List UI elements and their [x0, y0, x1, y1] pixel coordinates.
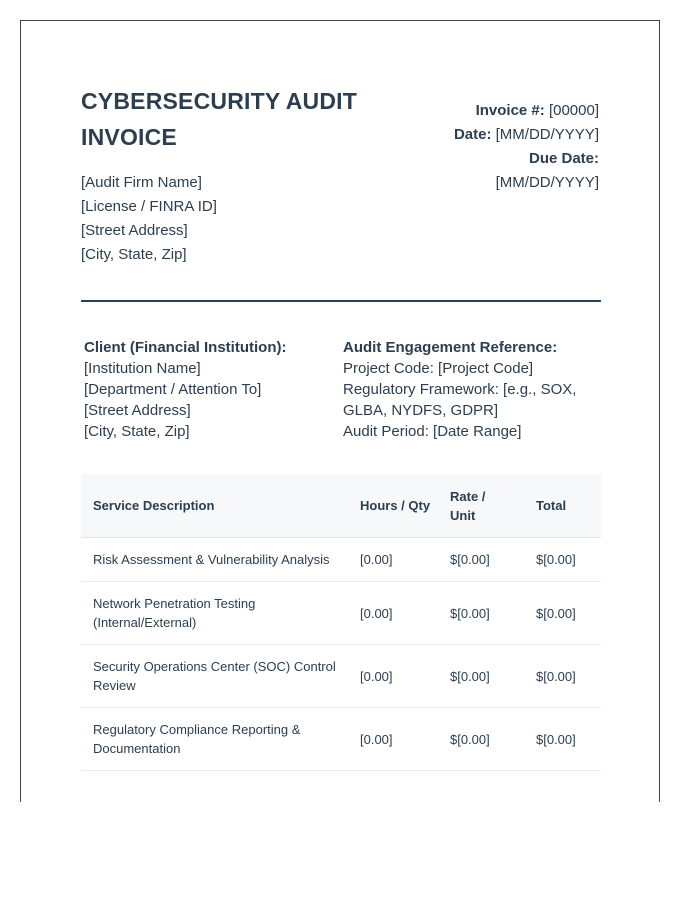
- due-date-line: [379, 147, 599, 171]
- table-row: [81, 708, 601, 771]
- invoice-title: CYBERSECURITY AUDIT INVOICE: [81, 88, 357, 150]
- date-value: [MM/DD/YYYY]: [495, 126, 599, 143]
- invoice-number-line: [379, 99, 599, 123]
- row-description: Regulatory Compliance Reporting & Documentation: [93, 722, 301, 756]
- header-divider: [81, 300, 601, 302]
- engagement-heading: Audit Engagement Reference:: [343, 339, 558, 356]
- invoice-meta: [379, 99, 599, 195]
- header-service-description: Service Description: [93, 498, 215, 513]
- date-line: [379, 123, 599, 147]
- invoice-number-label: Invoice #:: [475, 102, 545, 119]
- row-rate: $[0.00]: [450, 731, 490, 747]
- header-rate-unit: Rate / Unit: [450, 488, 486, 523]
- row-rate: $[0.00]: [450, 552, 490, 567]
- table-header-row: [81, 474, 601, 538]
- table-row: [81, 645, 601, 708]
- invoice-page: [20, 20, 660, 802]
- row-qty: [0.00]: [360, 668, 393, 684]
- row-qty: [0.00]: [360, 552, 393, 567]
- row-total: $[0.00]: [536, 605, 576, 621]
- header-total: Total: [536, 498, 567, 513]
- engagement-block: [343, 337, 603, 442]
- invoice-number-value: [00000]: [548, 102, 599, 119]
- table-row: [81, 538, 601, 582]
- firm-city: [City, State, Zip]: [81, 246, 187, 263]
- row-rate: $[0.00]: [450, 668, 490, 684]
- services-table: [81, 474, 601, 771]
- row-total: $[0.00]: [536, 552, 576, 567]
- client-heading: Client (Financial Institution):: [84, 339, 287, 356]
- engagement-period: Audit Period: [Date Range]: [343, 423, 522, 440]
- firm-street: [Street Address]: [81, 222, 188, 239]
- engagement-project-code: Project Code: [Project Code]: [343, 360, 534, 377]
- client-department: [Department / Attention To]: [84, 381, 262, 398]
- row-rate: $[0.00]: [450, 605, 490, 621]
- client-institution: [Institution Name]: [84, 360, 201, 377]
- row-qty: [0.00]: [360, 731, 393, 747]
- row-description: Risk Assessment & Vulnerability Analysis: [93, 552, 330, 567]
- firm-name: [Audit Firm Name]: [81, 174, 202, 191]
- client-street: [Street Address]: [84, 402, 191, 419]
- row-qty: [0.00]: [360, 605, 393, 621]
- engagement-framework: Regulatory Framework: [e.g., SOX, GLBA, NYDFS, GDPR]: [343, 381, 577, 419]
- row-description: Network Penetration Testing (Internal/External): [93, 596, 256, 630]
- client-block: [84, 337, 324, 442]
- firm-license: [License / FINRA ID]: [81, 198, 217, 215]
- header-hours-qty: Hours / Qty: [360, 498, 431, 513]
- row-total: $[0.00]: [536, 731, 576, 747]
- due-date-value: [MM/DD/YYYY]: [495, 174, 599, 191]
- row-description: Security Operations Center (SOC) Control Review: [93, 659, 336, 693]
- firm-block: [81, 171, 217, 267]
- date-label: Date:: [453, 126, 492, 143]
- due-date-label: Due Date:: [528, 150, 599, 167]
- row-total: $[0.00]: [536, 668, 576, 684]
- table-row: [81, 582, 601, 645]
- client-city: [City, State, Zip]: [84, 423, 190, 440]
